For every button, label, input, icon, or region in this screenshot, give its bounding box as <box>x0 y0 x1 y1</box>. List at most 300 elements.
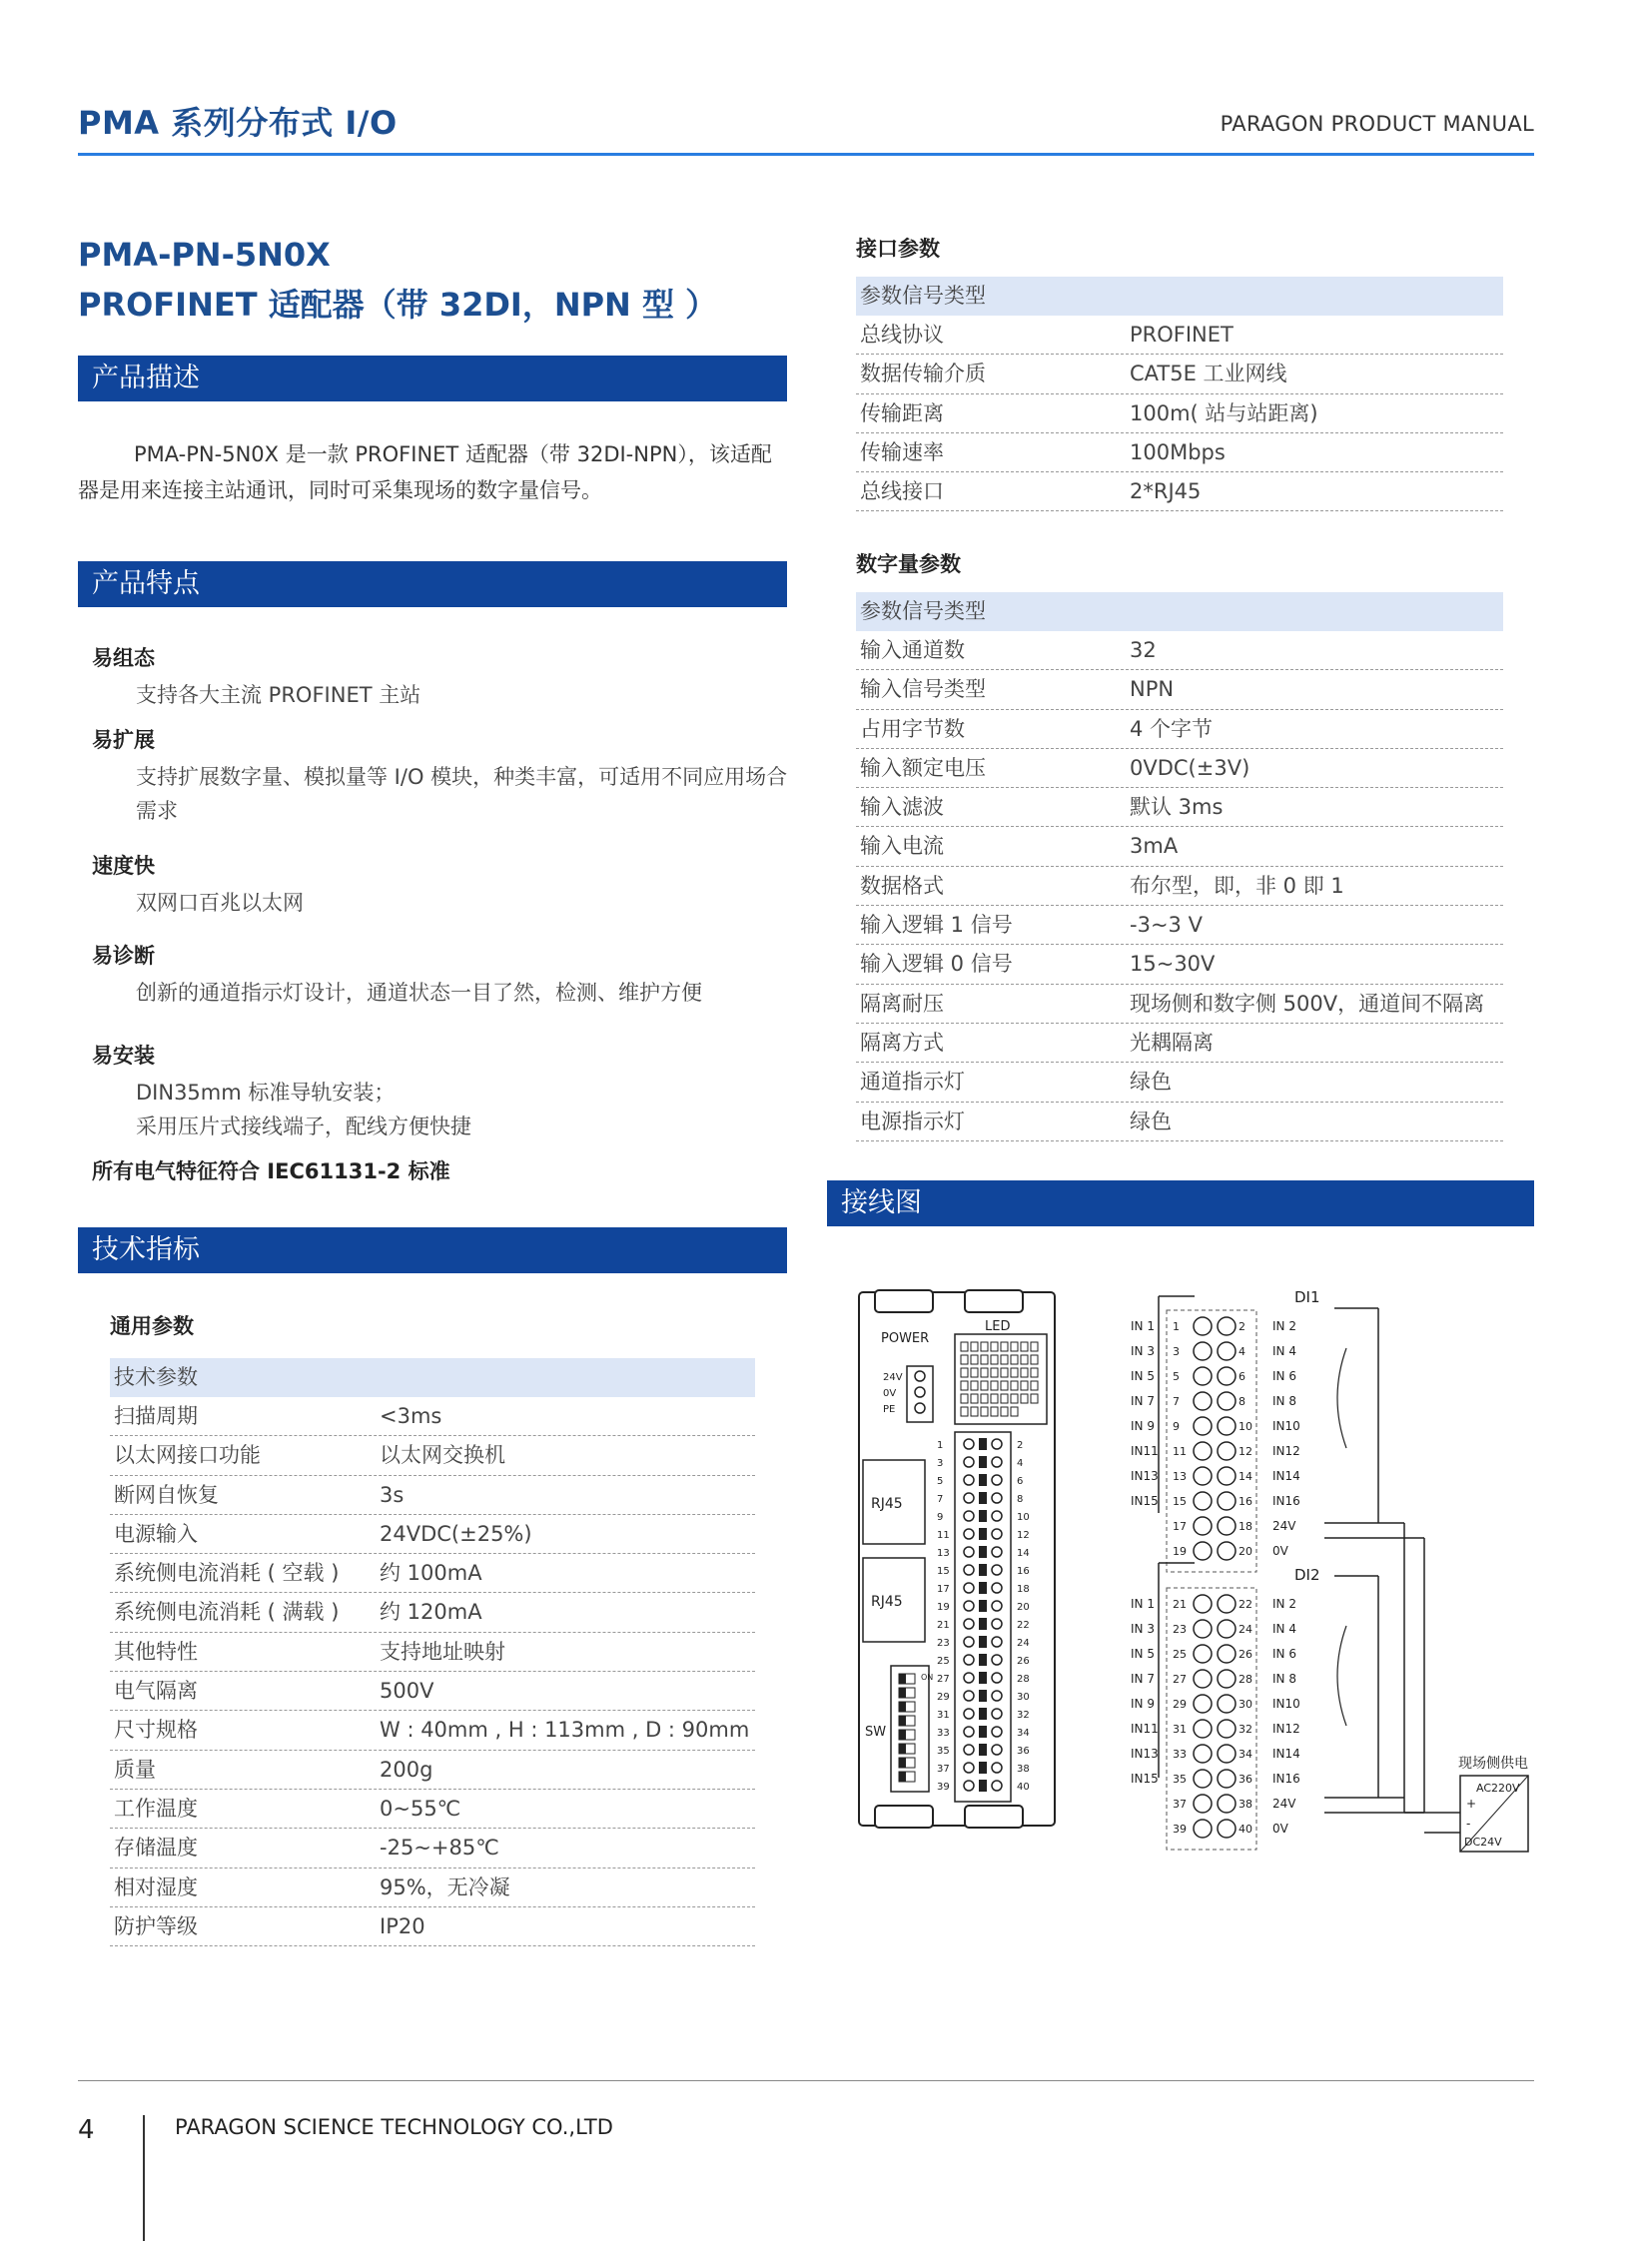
terminal-clamp <box>979 1636 987 1648</box>
table-row <box>110 1711 755 1750</box>
terminal-clamp <box>979 1438 987 1450</box>
terminal-number: 30 <box>1017 1692 1030 1703</box>
terminal-screw <box>964 1655 974 1665</box>
terminal-screw <box>992 1547 1002 1557</box>
dip-key-knob <box>899 1716 906 1726</box>
input-label: 24V <box>1272 1519 1296 1533</box>
terminal-screw <box>964 1439 974 1449</box>
pin-number: 12 <box>1239 1445 1252 1458</box>
terminal-screw <box>964 1745 974 1755</box>
input-label: IN16 <box>1272 1494 1300 1508</box>
terminal-number: 37 <box>937 1764 950 1775</box>
feature-item <box>92 1040 791 1143</box>
pin-number: 16 <box>1239 1495 1252 1508</box>
input-label: 0V <box>1272 1822 1288 1836</box>
input-label: 24V <box>1272 1797 1296 1811</box>
wiring-diagram <box>855 1278 1534 1858</box>
terminal-number: 39 <box>937 1782 950 1793</box>
input-label: IN 4 <box>1272 1344 1296 1358</box>
connector-pin <box>1218 1467 1236 1485</box>
input-label: IN12 <box>1272 1444 1300 1458</box>
param-value: 3s <box>380 1482 405 1507</box>
connector-pin <box>1194 1392 1212 1410</box>
terminal-number: 1 <box>937 1440 944 1451</box>
param-name: 输入逻辑 1 信号 <box>860 913 1013 938</box>
led-cell <box>961 1394 968 1403</box>
param-name: 输入滤波 <box>860 795 944 820</box>
param-value: 4 个字节 <box>1130 716 1214 741</box>
pin-number: 27 <box>1173 1673 1187 1686</box>
supply-plus: + <box>1466 1797 1477 1811</box>
connector-pin <box>1218 1342 1236 1360</box>
param-value: 100Mbps <box>1130 439 1226 464</box>
terminal-clamp <box>979 1528 987 1540</box>
param-name: 相对湿度 <box>114 1874 198 1899</box>
terminal-screw <box>992 1583 1002 1593</box>
param-value: 0~55℃ <box>380 1796 461 1821</box>
pin-number: 19 <box>1173 1545 1187 1558</box>
terminal-clamp <box>979 1582 987 1594</box>
pin-number: 39 <box>1173 1823 1187 1836</box>
led-cell <box>971 1368 978 1377</box>
terminal-screw <box>992 1439 1002 1449</box>
table-row <box>856 472 1503 511</box>
input-label: IN12 <box>1272 1722 1300 1736</box>
terminal-clamp <box>979 1474 987 1486</box>
terminal-number: 33 <box>937 1728 950 1739</box>
digital-params-heading: 数字量参数 <box>856 552 961 576</box>
pin-number: 29 <box>1173 1698 1187 1711</box>
connector-pin <box>1194 1342 1212 1360</box>
param-value: 95%，无冷凝 <box>380 1874 510 1899</box>
table-row <box>110 1672 755 1711</box>
terminal-number: 21 <box>937 1620 950 1631</box>
param-value: NPN <box>1130 677 1175 702</box>
led-cell <box>981 1407 988 1416</box>
terminal-screw <box>992 1745 1002 1755</box>
terminal-clamp <box>979 1564 987 1576</box>
connector-pin <box>1218 1720 1236 1738</box>
pin-number: 11 <box>1173 1445 1187 1458</box>
connector-pin <box>1218 1517 1236 1535</box>
digital-params-table <box>856 592 1503 1141</box>
param-value: 15~30V <box>1130 952 1216 977</box>
led-cell <box>1011 1381 1018 1390</box>
group-di1-label: DI1 <box>1294 1288 1320 1306</box>
connector-pin <box>1194 1720 1212 1738</box>
field-supply-label: 现场侧供电 <box>1458 1756 1528 1772</box>
param-value: 3mA <box>1130 834 1179 859</box>
pin-number: 14 <box>1239 1470 1252 1483</box>
terminal-screw <box>964 1565 974 1575</box>
led-cell <box>1001 1355 1008 1364</box>
input-label: IN 5 <box>1131 1369 1155 1383</box>
table-row <box>856 945 1503 984</box>
param-value: PROFINET <box>1130 323 1234 347</box>
terminal-number: 7 <box>937 1494 944 1505</box>
table-row <box>110 1476 755 1515</box>
product-title <box>78 230 717 330</box>
table-row <box>856 433 1503 472</box>
connector-pin <box>1218 1620 1236 1638</box>
terminal-screw <box>964 1457 974 1467</box>
connector-pin <box>1194 1367 1212 1385</box>
param-value: -25~+85℃ <box>380 1836 499 1861</box>
pin-number: 36 <box>1239 1773 1252 1786</box>
table-row <box>856 316 1503 355</box>
led-cell <box>971 1355 978 1364</box>
footer-company: PARAGON SCIENCE TECHNOLOGY CO.,LTD <box>175 2115 613 2139</box>
connector-pin <box>1194 1620 1212 1638</box>
dip-key-knob <box>899 1744 906 1754</box>
terminal-screw <box>992 1565 1002 1575</box>
sw-label: SW <box>865 1725 887 1740</box>
terminal-number: 28 <box>1017 1674 1030 1685</box>
connector-pin <box>1194 1492 1212 1510</box>
pin-number: 10 <box>1239 1420 1252 1433</box>
param-value: <3ms <box>380 1404 442 1428</box>
dip-key-knob <box>899 1702 906 1712</box>
input-label: IN15 <box>1131 1494 1159 1508</box>
terminal-screw <box>964 1637 974 1647</box>
led-cell <box>991 1407 998 1416</box>
led-cell <box>1031 1355 1038 1364</box>
input-label: IN 7 <box>1131 1394 1155 1408</box>
pin-number: 40 <box>1239 1823 1252 1836</box>
terminal-clamp <box>979 1510 987 1522</box>
connector-pin <box>1194 1745 1212 1763</box>
header-title: PMA 系列分布式 I/O <box>78 104 398 142</box>
input-brace <box>1337 1626 1346 1726</box>
led-cell <box>1031 1394 1038 1403</box>
terminal-screw <box>992 1727 1002 1737</box>
pin-number: 25 <box>1173 1648 1187 1661</box>
power-pe-label: PE <box>883 1404 896 1415</box>
terminal-number: 10 <box>1017 1512 1030 1523</box>
connector-pin <box>1194 1467 1212 1485</box>
general-params-table <box>110 1358 755 1946</box>
connector-pin <box>1218 1670 1236 1688</box>
terminal-screw <box>964 1673 974 1683</box>
terminal-number: 40 <box>1017 1782 1030 1793</box>
terminal-number: 22 <box>1017 1620 1030 1631</box>
connector-pin <box>1218 1645 1236 1663</box>
table-row <box>856 1063 1503 1102</box>
param-value: IP20 <box>380 1913 425 1938</box>
pin-number: 30 <box>1239 1698 1252 1711</box>
input-label: IN13 <box>1131 1747 1159 1761</box>
terminal-number: 15 <box>937 1566 950 1577</box>
group-di2-label: DI2 <box>1294 1566 1320 1584</box>
feature-item <box>92 850 791 920</box>
param-value: 约 120mA <box>380 1600 482 1625</box>
feature-text: 采用压片式接线端子，配线方便快捷 <box>136 1115 471 1138</box>
table-row <box>110 1907 755 1946</box>
input-label: IN 9 <box>1131 1697 1155 1711</box>
led-cell <box>991 1342 998 1351</box>
header-divider <box>78 153 1534 156</box>
param-value: 约 100mA <box>380 1561 482 1586</box>
led-cell <box>1021 1342 1028 1351</box>
connector-pin <box>1218 1820 1236 1838</box>
connector-pin <box>1218 1695 1236 1713</box>
param-value: 500V <box>380 1679 434 1704</box>
terminal-screw <box>964 1475 974 1485</box>
connector-pin <box>1194 1442 1212 1460</box>
terminal-screw <box>992 1691 1002 1701</box>
table-row <box>856 710 1503 749</box>
terminal-number: 11 <box>937 1530 950 1541</box>
table-row <box>856 670 1503 709</box>
param-value: 24VDC(±25%) <box>380 1521 532 1546</box>
dip-on-label: ON <box>921 1673 934 1682</box>
pin-number: 32 <box>1239 1723 1252 1736</box>
terminal-clamp <box>979 1744 987 1756</box>
table-row <box>110 1829 755 1868</box>
terminal-number: 23 <box>937 1638 950 1649</box>
terminal-clamp <box>979 1456 987 1468</box>
terminal-clamp <box>979 1492 987 1504</box>
terminal-clamp <box>979 1618 987 1630</box>
section-wiring-bar: 接线图 <box>827 1180 1534 1226</box>
power-pin <box>915 1387 925 1397</box>
param-name: 通道指示灯 <box>860 1070 965 1095</box>
interface-params-heading: 接口参数 <box>856 237 940 261</box>
terminal-number: 17 <box>937 1584 950 1595</box>
pin-number: 23 <box>1173 1623 1187 1636</box>
terminal-clamp <box>979 1600 987 1612</box>
terminal-screw <box>992 1637 1002 1647</box>
terminal-number: 4 <box>1017 1458 1024 1469</box>
feature-item <box>92 642 791 712</box>
terminal-screw <box>992 1763 1002 1773</box>
connector-pin <box>1218 1595 1236 1613</box>
terminal-screw <box>964 1709 974 1719</box>
pin-number: 13 <box>1173 1470 1187 1483</box>
table-row <box>110 1397 755 1436</box>
header-manual-label: PARAGON PRODUCT MANUAL <box>1220 112 1534 136</box>
led-cell <box>971 1394 978 1403</box>
led-cell <box>981 1394 988 1403</box>
rj45-label-1: RJ45 <box>871 1496 903 1512</box>
terminal-screw <box>992 1709 1002 1719</box>
param-name: 尺寸规格 <box>114 1718 198 1743</box>
dip-key-knob <box>899 1688 906 1698</box>
table-row <box>110 1593 755 1632</box>
input-label: IN 6 <box>1272 1369 1296 1383</box>
connector-pin <box>1218 1795 1236 1813</box>
led-cell <box>1031 1342 1038 1351</box>
feature-title: 易扩展 <box>92 728 155 752</box>
terminal-number: 12 <box>1017 1530 1030 1541</box>
feature-text: 双网口百兆以太网 <box>136 891 304 915</box>
terminal-screw <box>992 1511 1002 1521</box>
param-name: 电源输入 <box>114 1521 198 1546</box>
terminal-screw <box>992 1601 1002 1611</box>
param-name: 输入通道数 <box>860 638 965 662</box>
param-value: 200g <box>380 1757 433 1782</box>
led-cell <box>991 1381 998 1390</box>
led-cell <box>1011 1355 1018 1364</box>
pin-number: 3 <box>1173 1345 1180 1358</box>
input-label: IN 8 <box>1272 1394 1296 1408</box>
led-cell <box>991 1355 998 1364</box>
led-cell <box>981 1368 988 1377</box>
param-name: 传输速率 <box>860 439 944 464</box>
param-value: 光耦隔离 <box>1130 1030 1214 1055</box>
input-label: IN 6 <box>1272 1647 1296 1661</box>
feature-compliance: 所有电气特征符合 IEC61131-2 标准 <box>92 1159 450 1183</box>
power-pin <box>915 1403 925 1413</box>
pin-number: 21 <box>1173 1598 1187 1611</box>
feature-title: 易安装 <box>92 1044 155 1068</box>
pin-number: 8 <box>1239 1395 1245 1408</box>
terminal-screw <box>992 1781 1002 1791</box>
connector-pin <box>1218 1745 1236 1763</box>
feature-item <box>92 940 791 1010</box>
led-cell <box>971 1381 978 1390</box>
terminal-screw <box>964 1547 974 1557</box>
pin-number: 18 <box>1239 1520 1252 1533</box>
table-row <box>110 1790 755 1829</box>
terminal-screw <box>964 1763 974 1773</box>
param-name: 数据传输介质 <box>860 362 986 386</box>
input-label: IN11 <box>1131 1722 1159 1736</box>
terminal-screw <box>964 1691 974 1701</box>
input-label: IN14 <box>1272 1747 1300 1761</box>
led-cell <box>981 1355 988 1364</box>
param-name: 总线协议 <box>860 323 944 347</box>
pin-number: 35 <box>1173 1773 1187 1786</box>
input-label: IN 2 <box>1272 1319 1296 1333</box>
pin-number: 6 <box>1239 1370 1245 1383</box>
feature-text: 创新的通道指示灯设计，通道状态一目了然，检测、维护方便 <box>136 981 702 1005</box>
terminal-number: 6 <box>1017 1476 1024 1487</box>
table-row <box>856 827 1503 866</box>
feature-text: DIN35mm 标准导轨安装； <box>136 1081 396 1105</box>
input-label: IN10 <box>1272 1419 1300 1433</box>
input-label: IN15 <box>1131 1772 1159 1786</box>
connector-pin <box>1194 1645 1212 1663</box>
led-cell <box>1001 1394 1008 1403</box>
table-row <box>110 1515 755 1554</box>
table-band: 技术参数 <box>110 1358 755 1397</box>
pin-number: 4 <box>1239 1345 1245 1358</box>
feature-title: 易组态 <box>92 646 155 670</box>
led-cell <box>1031 1368 1038 1377</box>
terminal-number: 26 <box>1017 1656 1030 1667</box>
product-name: PROFINET 适配器（带 32DI，NPN 型 ） <box>78 286 718 324</box>
led-cell <box>1011 1368 1018 1377</box>
led-cell <box>1021 1368 1028 1377</box>
terminal-number: 14 <box>1017 1548 1030 1559</box>
terminal-clamp <box>979 1546 987 1558</box>
connector-pin <box>1194 1795 1212 1813</box>
input-label: IN13 <box>1131 1469 1159 1483</box>
terminal-number: 25 <box>937 1656 950 1667</box>
feature-list <box>92 642 791 1187</box>
connector-pin <box>1218 1317 1236 1335</box>
pin-number: 26 <box>1239 1648 1252 1661</box>
table-row <box>110 1868 755 1907</box>
footer-divider <box>78 2080 1534 2081</box>
input-label: IN 8 <box>1272 1672 1296 1686</box>
table-row <box>856 906 1503 945</box>
terminal-screw <box>992 1493 1002 1503</box>
terminal-number: 13 <box>937 1548 950 1559</box>
pin-number: 37 <box>1173 1798 1187 1811</box>
feature-title: 易诊断 <box>92 944 155 968</box>
input-label: IN10 <box>1272 1697 1300 1711</box>
param-value: W : 40mm , H : 113mm , D : 90mm <box>380 1718 750 1743</box>
connector-pin <box>1194 1517 1212 1535</box>
terminal-screw <box>964 1529 974 1539</box>
pin-number: 9 <box>1173 1420 1180 1433</box>
led-cell <box>1021 1381 1028 1390</box>
table-row <box>856 788 1503 827</box>
led-cell <box>961 1368 968 1377</box>
feature-text: 支持各大主流 PROFINET 主站 <box>136 683 421 707</box>
param-value: 绿色 <box>1130 1109 1172 1133</box>
param-name: 其他特性 <box>114 1639 198 1664</box>
terminal-screw <box>992 1655 1002 1665</box>
table-band: 参数信号类型 <box>856 592 1503 631</box>
param-name: 输入信号类型 <box>860 677 986 702</box>
input-label: IN 3 <box>1131 1344 1155 1358</box>
input-label: 0V <box>1272 1544 1288 1558</box>
section-tech-bar: 技术指标 <box>78 1227 787 1273</box>
param-value: 支持地址映射 <box>380 1639 505 1664</box>
param-name: 存储温度 <box>114 1836 198 1861</box>
product-model: PMA-PN-5N0X <box>78 236 331 274</box>
pin-number: 1 <box>1173 1320 1180 1333</box>
param-name: 占用字节数 <box>860 716 965 741</box>
input-brace <box>1337 1348 1346 1448</box>
feature-text: 支持扩展数字量、模拟量等 I/O 模块，种类丰富，可适用不同应用场合需求 <box>136 765 788 823</box>
param-value: 2*RJ45 <box>1130 479 1202 504</box>
param-value: 100m( 站与站距离) <box>1130 400 1318 425</box>
param-name: 隔离耐压 <box>860 991 944 1016</box>
param-name: 数据格式 <box>860 873 944 898</box>
rj45-label-2: RJ45 <box>871 1594 903 1610</box>
table-row <box>856 394 1503 433</box>
dip-key-knob <box>899 1674 906 1684</box>
terminal-number: 9 <box>937 1512 944 1523</box>
table-row <box>856 355 1503 393</box>
connector-pin <box>1218 1442 1236 1460</box>
general-params-heading: 通用参数 <box>110 1314 194 1338</box>
param-value: 以太网交换机 <box>380 1443 505 1468</box>
param-name: 以太网接口功能 <box>114 1443 261 1468</box>
terminal-number: 27 <box>937 1674 950 1685</box>
power-0v-label: 0V <box>883 1388 897 1399</box>
param-value: 现场侧和数字侧 500V，通道间不隔离 <box>1130 991 1485 1016</box>
table-row <box>856 631 1503 670</box>
connector-pin <box>1194 1417 1212 1435</box>
led-cell <box>961 1342 968 1351</box>
led-cell <box>1011 1342 1018 1351</box>
input-label: IN11 <box>1131 1444 1159 1458</box>
param-name: 断网自恢复 <box>114 1482 219 1507</box>
feature-item <box>92 724 791 828</box>
led-cell <box>991 1394 998 1403</box>
table-band: 参数信号类型 <box>856 277 1503 316</box>
supply-dc-label: DC24V <box>1464 1836 1502 1849</box>
param-name: 输入额定电压 <box>860 755 986 780</box>
param-name: 输入电流 <box>860 834 944 859</box>
led-cell <box>991 1368 998 1377</box>
connector-pin <box>1218 1392 1236 1410</box>
